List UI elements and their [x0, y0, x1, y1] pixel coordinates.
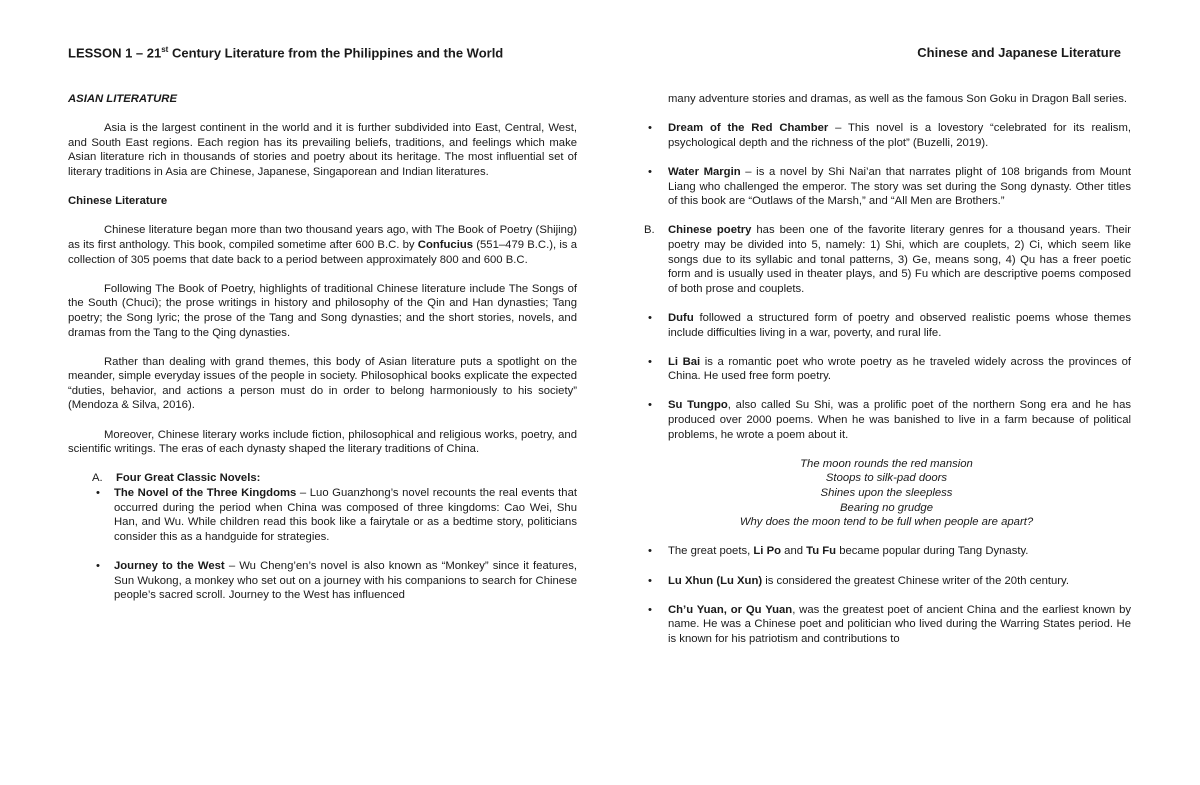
list-heading-a: [90, 471, 577, 486]
bullet-icon: •: [648, 311, 652, 324]
bold-term-li-po: Li Po: [753, 545, 782, 558]
bullet-icon: •: [648, 545, 652, 558]
bullet-icon: •: [648, 399, 652, 412]
poem-line: Stoops to silk-pad doors: [825, 472, 948, 485]
list-item-text: followed a structured form of poetry and observed realistic poems whose themes include difficulties living in a war, poverty, and rural life.: [668, 311, 1131, 339]
paragraph-text: Chinese literature began more than two thousand years ago, with The Book of Poetry (Shijing) as its first anthology. This book, compiled sometime after 600 B.C. by: [68, 224, 577, 251]
list-item-text: and: [781, 545, 807, 558]
list-item-title: Chinese poetry: [668, 224, 752, 237]
list-item-text: – Luo Guanzhong’s novel recounts the real events that occurred during the period when China was composed of three kingdoms: Cao Wei, Shu Han, and Wu. While children read this book like a fairytale or as a bedtime story, politicians consider this as a handguide for strategies.: [114, 487, 577, 543]
page-header-left: [68, 45, 503, 60]
bullet-icon: •: [96, 487, 100, 500]
bullet-icon: •: [648, 122, 652, 135]
list-item-title: Li Bai: [668, 355, 701, 368]
poem-line: Shines upon the sleepless: [820, 487, 953, 500]
header-lesson-prefix: LESSON 1 – 21: [68, 45, 162, 61]
poem-line: Why does the moon tend to be full when people are apart?: [739, 516, 1034, 529]
list-item-text: – This novel is a lovestory “celebrated for its realism, psychological depth and the richness of the plot” (Buzelli, 2019).: [668, 122, 1131, 149]
list-item-title: Dufu: [668, 311, 694, 324]
list-item-li-bai: [642, 355, 1131, 384]
left-column: [68, 92, 577, 603]
list-item-dufu: [642, 311, 1131, 340]
header-lesson-suffix: Century Literature from the Philippines and the World: [168, 45, 504, 61]
right-column: [642, 92, 1131, 647]
paragraph-everyday-issues: Rather than dealing with grand themes, this body of Asian literature puts a spotlight on the meander, simple everyday issues of the people in society. Philosophical books explicate the expected “duties, behavior, and actions a person must do in order to belong harmoniously to his society” (Mendoza & Silva, 2016).: [68, 355, 577, 412]
list-marker-a: A.: [92, 472, 103, 485]
list-item-red-chamber: [642, 121, 1131, 150]
list-item-three-kingdoms: [90, 486, 577, 544]
bullet-icon: •: [648, 603, 652, 616]
bold-term-confucius: Confucius: [417, 238, 474, 251]
list-item-text: , also called Su Shi, was a prolific poet of the northern Song era and he has produced over 2000 poems. When he was banished to live in a farm because of political problems, he wrote a poem about it.: [668, 399, 1131, 441]
list-item-title: Ch’u Yuan, or Qu Yuan: [668, 603, 793, 616]
list-item-chinese-poetry: [642, 223, 1131, 296]
list-item-lu-xun: [642, 574, 1131, 589]
bullet-icon: •: [96, 560, 100, 572]
bold-term-tu-fu: Tu Fu: [806, 545, 837, 558]
paragraph-journey-continued: many adventure stories and dramas, as well as the famous Son Goku in Dragon Ball series.: [668, 93, 1128, 105]
list-title-four-great-novels: Four Great Classic Novels:: [116, 472, 261, 485]
list-item-journey-west: [90, 559, 577, 603]
poem-line: The moon rounds the red mansion: [800, 457, 973, 470]
list-item-qu-yuan: [642, 603, 1131, 647]
bullet-icon: •: [648, 165, 652, 178]
header-ordinal-suffix: st: [161, 45, 169, 54]
paragraph-book-of-poetry: [68, 223, 577, 267]
list-item-text: – Wu Cheng’en’s novel is also known as “Monkey” since it features, Sun Wukong, a monkey who set out on a journey with his companions to search for Chinese people’s sacred scroll. Journey to the West has influenced: [114, 560, 577, 602]
poem-line: Bearing no grudge: [840, 501, 933, 514]
poem-moon: [642, 457, 1131, 530]
list-item-text: , was the greatest poet of ancient China and the earliest known by name. He was a Chinese poet and politician who lived during the Warring States period. He is known for his patriotism and contributions to: [668, 603, 1131, 645]
list-item-title: Dream of the Red Chamber: [668, 122, 829, 135]
list-item-text: – is a novel by Shi Nai’an that narrates plight of 108 brigands from Mount Liang who challenged the emperor. The story was set during the Song dynasty. Other titles of this book are “Outlaws of the Marsh,” and “All Men are Brothers.”: [668, 165, 1132, 208]
list-item-title: Su Tungpo: [668, 399, 728, 412]
list-item-title: Lu Xhun (Lu Xun): [668, 574, 763, 587]
bullet-icon: •: [648, 355, 652, 368]
paragraph-literary-works: Moreover, Chinese literary works include fiction, philosophical and religious works, poetry, and scientific writings. The eras of each dynasty shaped the literary traditions of China.: [68, 428, 577, 456]
list-item-great-poets: [642, 544, 1131, 559]
list-item-text: The great poets,: [668, 545, 754, 558]
section-heading-asian-literature: ASIAN LITERATURE: [68, 93, 177, 105]
paragraph-asia-intro: Asia is the largest continent in the world and it is further subdivided into East, Central, West, and South East regions. Each region has its prevailing beliefs, traditions, and feelings which make Asian literature rich in thousands of stories and poetry about its heritage. The most influential set of literary traditions in Asia are Chinese, Japanese, Singaporean and Indian literatures.: [68, 122, 577, 178]
list-item-su-tungpo: [642, 398, 1131, 442]
list-item-text: is considered the greatest Chinese writer of the 20th century.: [762, 574, 1069, 587]
page-header-right: Chinese and Japanese Literature: [917, 45, 1121, 60]
list-item-text: has been one of the favorite literary genres for a thousand years. Their poetry may be divided into 5, namely: 1) Shi, which are couplets, 2) Ci, which seem like songs due to its syllabic and tonal patterns, 3) Ge, means song, 4) Qu has a freer poetic form and is usually used in theater plays, and 5) Fu which are descriptive poems composed of both prose and couplets.: [668, 224, 1131, 295]
section-heading-chinese-literature: Chinese Literature: [68, 195, 168, 208]
list-marker-b: B.: [644, 224, 655, 237]
list-item-title: Water Margin: [668, 165, 741, 178]
paragraph-traditional-highlights: Following The Book of Poetry, highlights of traditional Chinese literature include The Songs of the South (Chuci); the prose writings in history and philosophy of the Qin and Han dynasties; Tang poetry; the Song lyric; the prose of the Tang and Song dynasties; and the short stories, novels, and dramas from the Tang to the Qing dynasties.: [68, 282, 577, 339]
list-four-great-novels: [68, 471, 577, 602]
paragraph-text: (551–479 B.C.), is a collection of 305 poems that date back to a period between approximately 800 and 600 B.C.: [68, 238, 578, 266]
list-item-text: is a romantic poet who wrote poetry as he traveled widely across the provinces of China. He used free form poetry.: [668, 355, 1131, 383]
list-item-text: became popular during Tang Dynasty.: [836, 545, 1029, 558]
list-item-title: Journey to the West: [114, 560, 225, 572]
list-item-title: The Novel of the Three Kingdoms: [114, 487, 297, 500]
list-item-water-margin: [642, 165, 1131, 209]
bullet-icon: •: [648, 574, 652, 587]
